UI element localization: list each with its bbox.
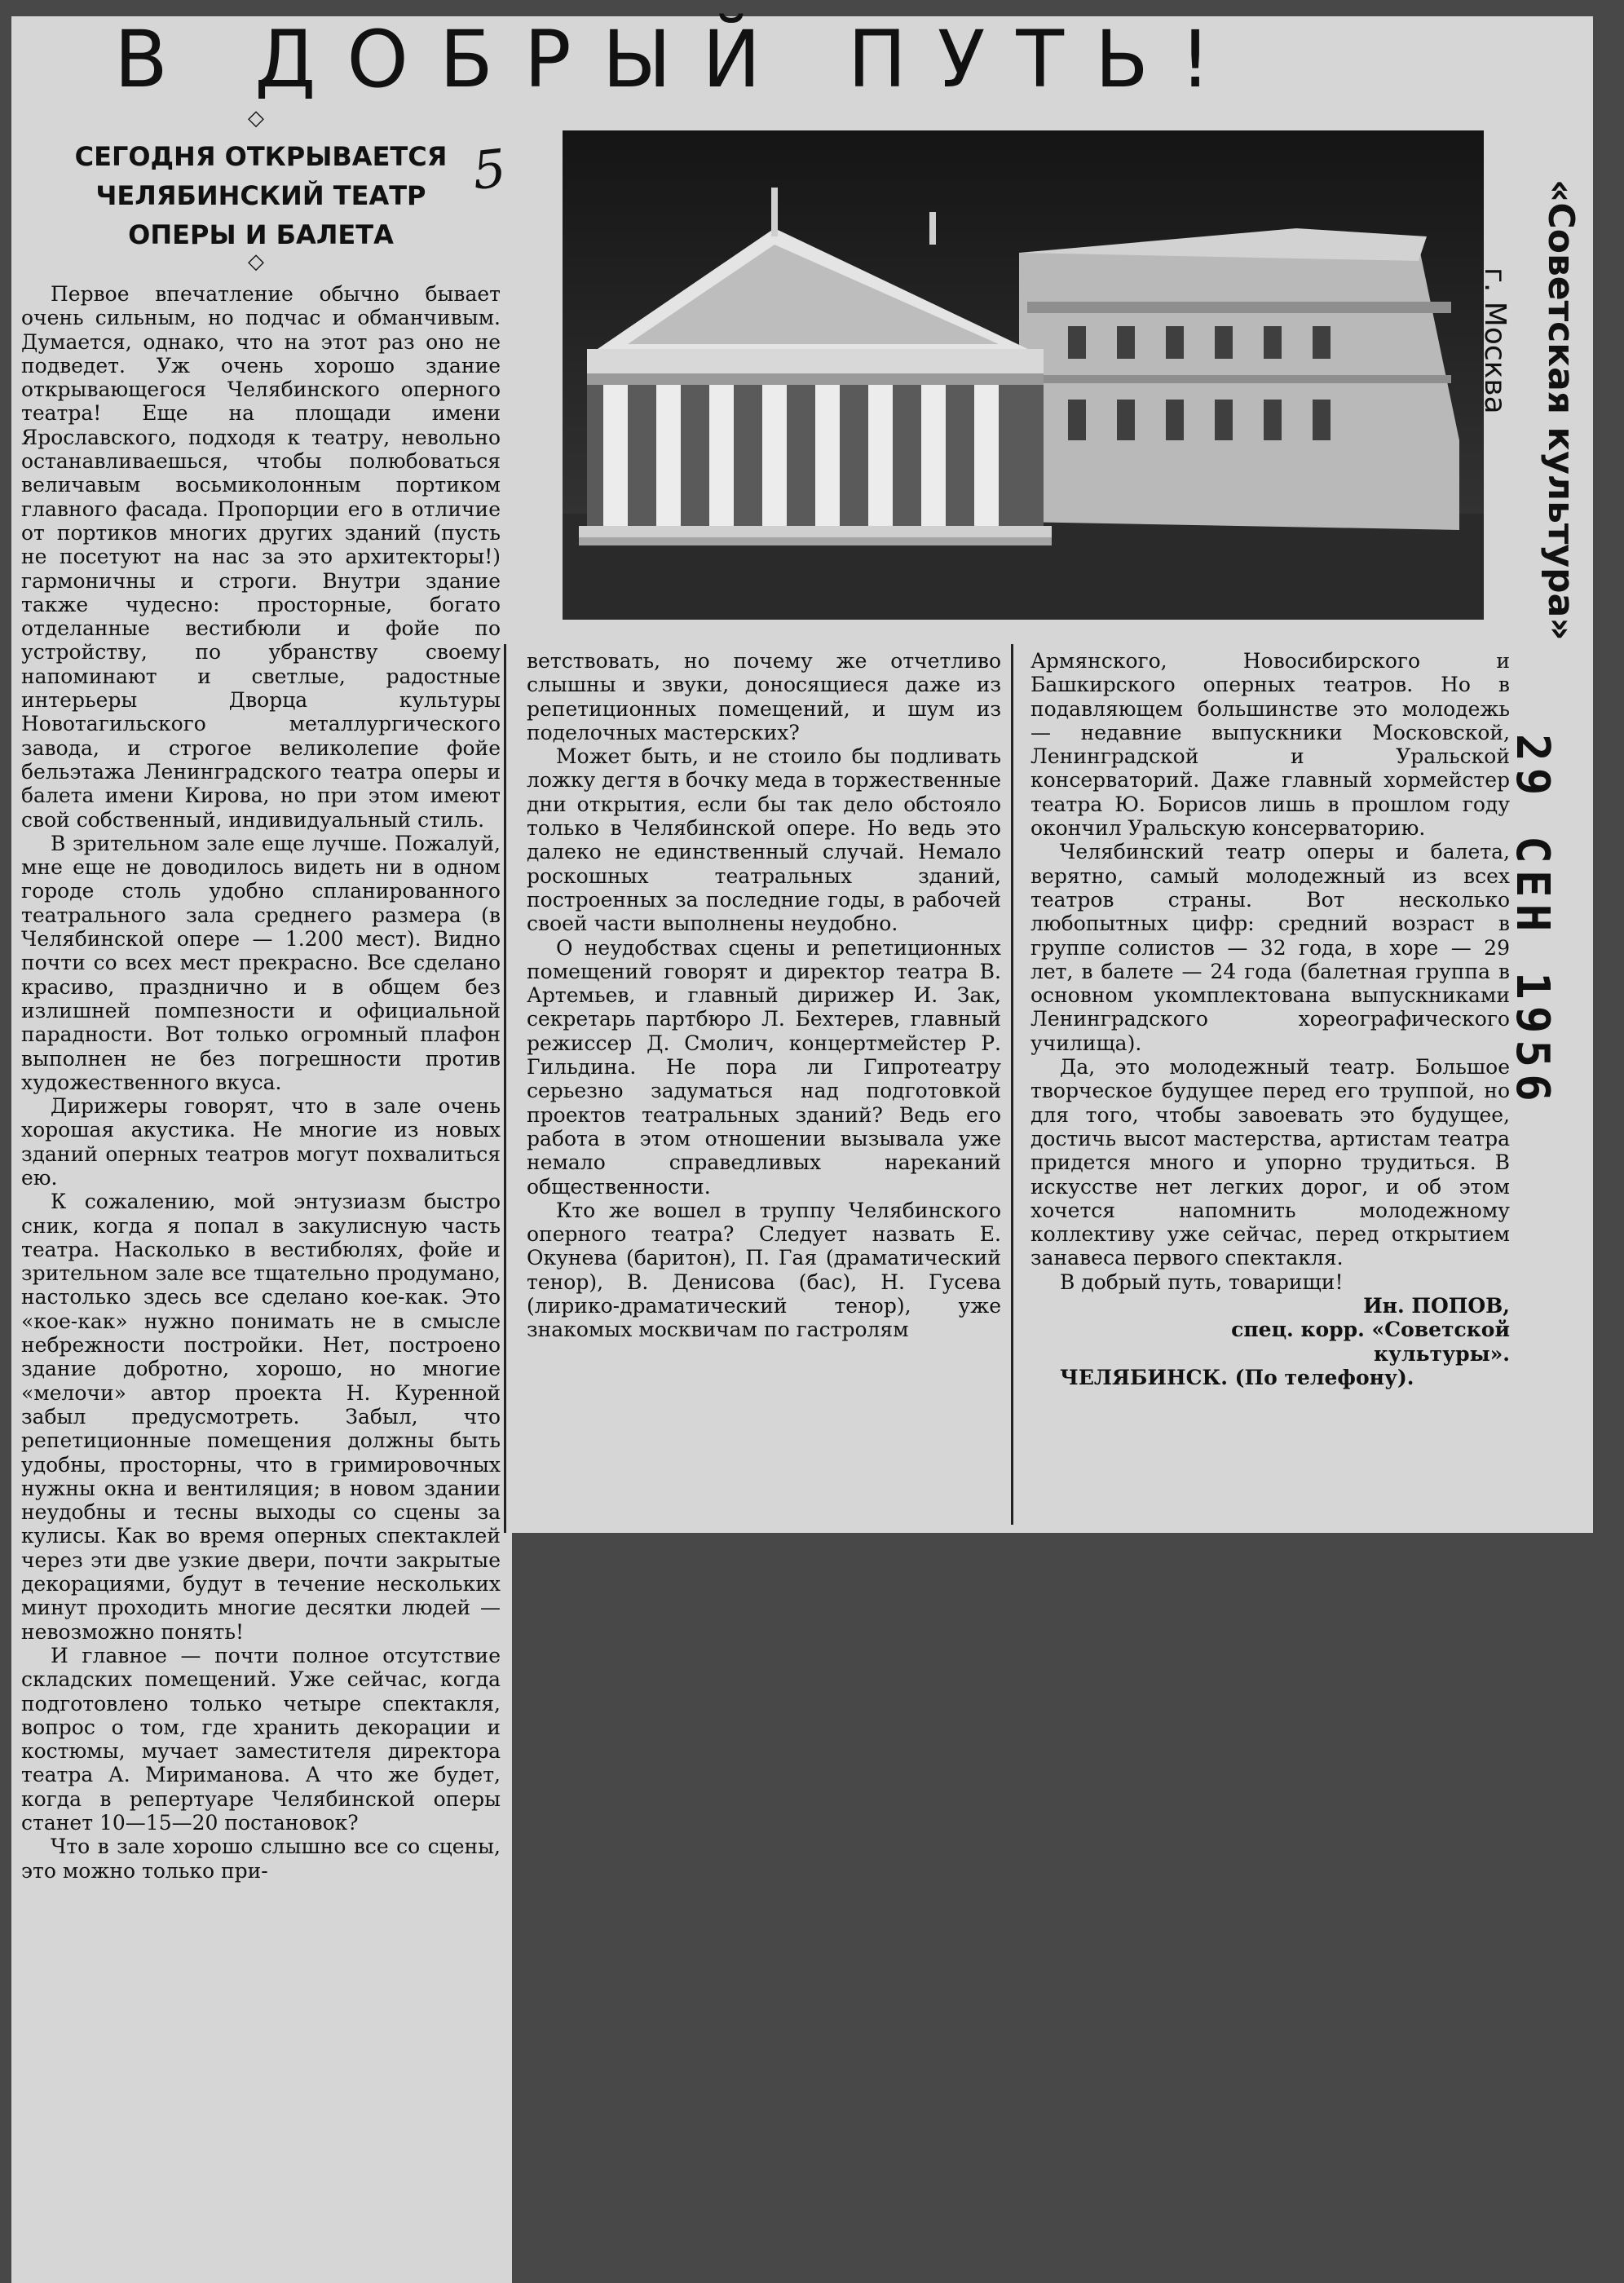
paragraph: Первое впечатление обычно бывает очень сильным, но подчас и обманчивым. Думается, однако, что на этот раз оно не подведет. Уж очень хорошо здание открывающегося Челябинского оперного театра! Еще на площади имени Ярославского, подходя к театру, невольно останавливаешься, чтобы полюбоваться величавым восьмиколонным портиком главного фасада. Пропорции его в отличие от портиков многих других зданий (пусть не посетуют на нас за это архитекторы!) гармоничны и строги. Внутри здание также чудесно: просторные, богато отделанные вестибюли и фойе по устройству, по убранству своему напоминают и светлые, радостные интерьеры Дворца культуры Новотагильского металлургического завода, и строгое великолепие фойе бельэтажа Ленинградского театра оперы и балета имени Кирова, но при этом имеют свой собственный, индивидуальный стиль. <box>21 282 501 832</box>
paragraph: И главное — почти полное отсутствие складских помещений. Уже сейчас, когда подготовлено только четыре спектакля, вопрос о том, где хранить декорации и костюмы, мучает заместителя директора театра А. Мириманова. А что же будет, когда в репертуаре Челябинской оперы станет 10—15—20 постановок? <box>21 1643 501 1835</box>
paragraph: Дирижеры говорят, что в зале очень хорошая акустика. Не многие из новых зданий оперных театров могут похвалиться ею. <box>21 1094 501 1190</box>
paragraph: Может быть, и не стоило бы подливать ложку дегтя в бочку меда в торжественные дни открытия, если бы так дело обстояло только в Челябинской опере. Но ведь это далеко не единственный случай. Немало роскошных театральных зданий, построенных за последние годы, в рабочей своей части выполнены неудобно. <box>527 744 1001 936</box>
paragraph: В зрительном зале еще лучше. Пожалуй, мне еще не доводилось видеть ни в одном городе столь удобно спланированного театрального зала среднего размера (в Челябинской опере — 1.200 мест). Видно почти со всех мест прекрасно. Все сделано красиво, празднично и в общем без излишней помпезности и официальной парадности. Вот только огромный плафон выполнен не без погрешности против художественного вкуса. <box>21 831 501 1094</box>
signature-author: Ин. ПОПОВ, <box>1363 1294 1510 1318</box>
article-column-2 <box>527 649 1001 1342</box>
signature <box>1030 1294 1510 1389</box>
subhead-line: ОПЕРЫ И БАЛЕТА <box>128 219 394 250</box>
handwritten-number: 5 <box>470 139 510 202</box>
paragraph: Челябинский театр оперы и балета, верятно, самый молодежный из всех театров страны. Вот несколько любопытных цифр: средний возраст в группе солистов — 32 года, в хоре — 29 лет, в балете — 24 года (балетная группа в основном укомплектована выпускниками Ленинградского хореографического училища). <box>1030 840 1510 1055</box>
paragraph: В добрый путь, товарищи! <box>1060 1270 1344 1294</box>
city-label: г. Москва <box>1478 267 1511 414</box>
opera-house-illustration <box>563 130 1484 620</box>
newspaper-name: «Советская культура» <box>1540 179 1582 641</box>
signature-role: спец. корр. «Советской <box>1231 1318 1510 1342</box>
subhead-line: ЧЕЛЯБИНСКИЙ ТЕАТР <box>95 180 426 211</box>
signature-role: культуры». <box>1373 1341 1510 1366</box>
article-column-3 <box>1030 649 1510 1389</box>
subhead-line: СЕГОДНЯ ОТКРЫВАЕТСЯ <box>74 141 448 172</box>
subhead <box>49 137 473 254</box>
column-rule <box>504 644 506 1533</box>
paragraph: Да, это молодежный театр. Большое творческое будущее перед его труппой, но для того, чтобы завоевать это будущее, достичь высот мастерства, артистам театра придется много и упорно трудиться. В искусстве нет легких дорог, и об этом хочется напомнить молодежному коллективу уже сейчас, перед открытием занавеса первого спектакля. <box>1030 1055 1510 1270</box>
ornament-diamond-icon: ◇ <box>248 106 264 130</box>
article-column-1 <box>21 282 501 1883</box>
paragraph: К сожалению, мой энтузиазм быстро сник, когда я попал в закулисную часть театра. Насколько в вестибюлях, фойе и зрительном зале все тщательно продумано, настолько здесь все сделано кое-как. Это «кое-как» нужно понимать не в смысле небрежности постройки. Нет, построено здание добротно, хорошо, но многие «мелочи» автор проекта Н. Куренной забыл предусмотреть. Забыл, что репетиционные помещения должны быть удобны, просторны, что в гримировочных нужны окна и вентиляция; в новом здании неудобны и тесны выходы со сцены за кулисы. Как во время оперных спектаклей через эти две узкие двери, почти закрытые декорациями, будут в течение нескольких минут проходить многие десятки людей — невозможно понять! <box>21 1190 501 1644</box>
signature-dateline: ЧЕЛЯБИНСК. (По телефону). <box>1060 1365 1414 1389</box>
paragraph: Что в зале хорошо слышно все со сцены, это можно только при- <box>21 1835 501 1883</box>
paragraph: О неудобствах сцены и репетиционных помещений говорят и директор театра В. Артемьев, и главный дирижер И. Зак, секретарь партбюро Л. Бехтерев, главный режиссер Д. Смолич, концертмейстер Р. Гильдина. Не пора ли Гипротеатру серьезно задуматься над подготовкой проектов театральных зданий? Ведь его работа в этом отношении вызывала уже немало справедливых нареканий общественности. <box>527 935 1001 1199</box>
paragraph: Армянского, Новосибирского и Башкирского оперных театров. Но в подавляющем большинстве это молодежь — недавние выпускники Московской, Ленинградской и Уральской консерваторий. Даже главный хормейстер театра Ю. Борисов лишь в прошлом году окончил Уральскую консерваторию. <box>1030 649 1510 841</box>
theatre-photo <box>563 130 1484 620</box>
paragraph: ветствовать, но почему же отчетливо слышны и звуки, доносящиеся даже из репетиционных помещений, и шум из поделочных мастерских? <box>527 649 1001 744</box>
headline: В ДОБРЫЙ ПУТЬ! <box>114 14 1242 105</box>
date-stamp: 29 СЕН 1956 <box>1506 734 1559 1108</box>
ornament-diamond-icon: ◇ <box>248 249 264 274</box>
paragraph: Кто же вошел в труппу Челябинского оперного театра? Следует назвать Е. Окунева (баритон), П. Гая (драматический тенор), В. Денисова (бас), Н. Гусева (лирико-драматический тенор), уже знакомых москвичам по гастролям <box>527 1198 1001 1342</box>
column-rule <box>1011 644 1013 1525</box>
